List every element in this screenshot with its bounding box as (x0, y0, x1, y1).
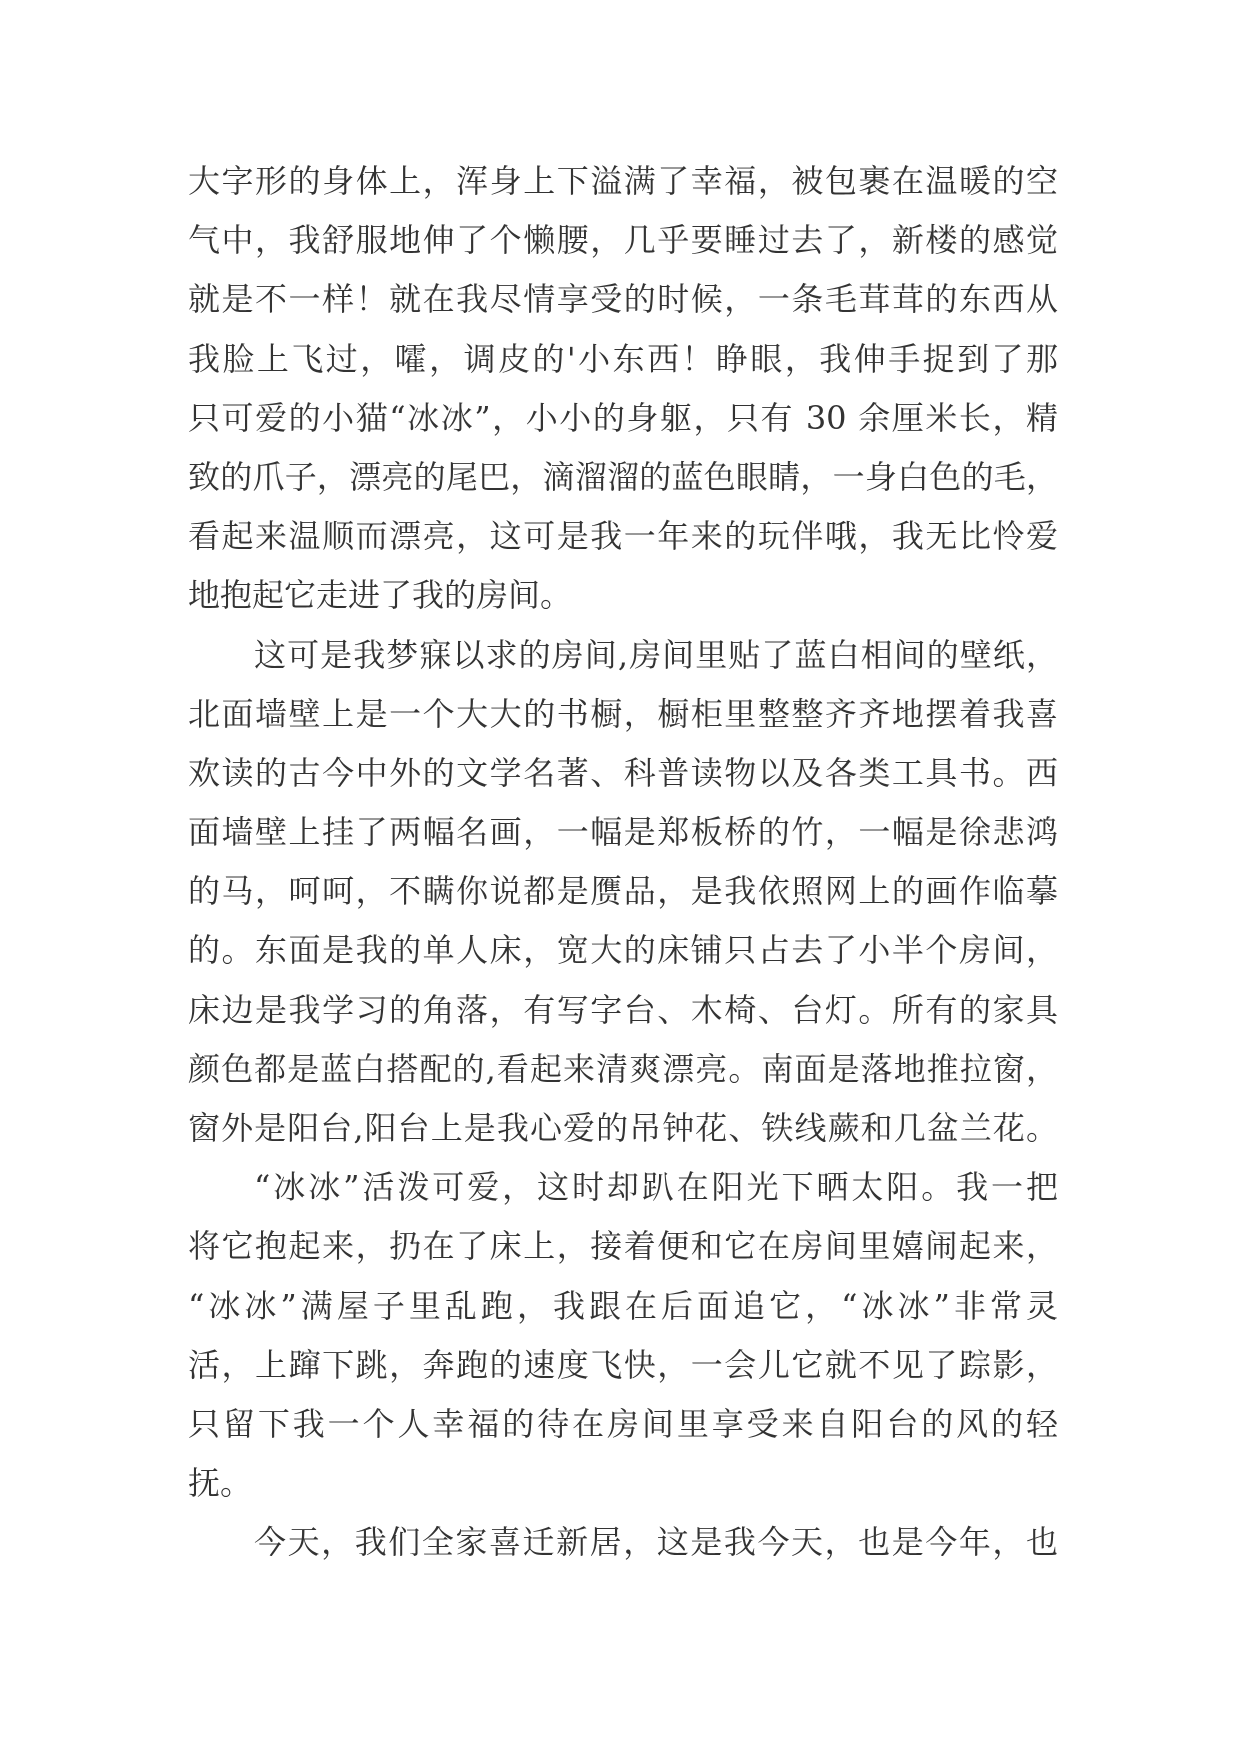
text-line: 的马，呵呵，不瞒你说都是赝品，是我依照网上的画作临摹 (188, 872, 1058, 911)
text-line: 活，上蹿下跳，奔跑的速度飞快，一会儿它就不见了踪影， (188, 1345, 1058, 1384)
text-line: 地抱起它走进了我的房间。 (188, 576, 573, 615)
paragraph-3 (188, 1158, 1058, 1513)
text-line: 今天，我们全家喜迁新居，这是我今天，也是今年，也 (254, 1523, 1058, 1562)
text-line: 我脸上飞过，嚯，调皮的'小东西！睁眼，我伸手捉到了那 (188, 339, 1058, 378)
paragraph-2 (188, 626, 1058, 1159)
text-line: 看起来温顺而漂亮，这可是我一年来的玩伴哦，我无比怜爱 (188, 517, 1058, 556)
text-line: 就是不一样！就在我尽情享受的时候，一条毛茸茸的东西从 (188, 280, 1058, 319)
text-line: 床边是我学习的角落，有写字台、木椅、台灯。所有的家具 (188, 990, 1058, 1029)
text-line: 只可爱的小猫“冰冰”，小小的身躯，只有 30 余厘米长，精 (188, 398, 1058, 437)
text-line: 大字形的身体上，浑身上下溢满了幸福，被包裹在温暖的空 (188, 162, 1058, 200)
document-body (188, 152, 1058, 1573)
text-line: 将它抱起来，扔在了床上，接着便和它在房间里嬉闹起来， (188, 1227, 1058, 1266)
paragraph-4 (188, 1513, 1058, 1572)
text-line: 气中，我舒服地伸了个懒腰，几乎要睡过去了，新楼的感觉 (188, 221, 1058, 260)
text-line: 这可是我梦寐以求的房间,房间里贴了蓝白相间的壁纸， (254, 635, 1058, 674)
text-line: 面墙壁上挂了两幅名画，一幅是郑板桥的竹，一幅是徐悲鸿 (188, 813, 1058, 852)
text-line: “冰冰”活泼可爱，这时却趴在阳光下晒太阳。我一把 (254, 1168, 1058, 1207)
paragraph-1 (188, 152, 1058, 626)
text-line: 北面墙壁上是一个大大的书橱，橱柜里整整齐齐地摆着我喜 (188, 694, 1058, 733)
text-line: 致的爪子，漂亮的尾巴，滴溜溜的蓝色眼睛，一身白色的毛， (188, 457, 1058, 496)
text-line: 欢读的古今中外的文学名著、科普读物以及各类工具书。西 (188, 753, 1058, 792)
text-line: 只留下我一个人幸福的待在房间里享受来自阳台的风的轻 (188, 1404, 1058, 1443)
text-line: 的。东面是我的单人床，宽大的床铺只占去了小半个房间， (188, 931, 1058, 970)
text-line: 颜色都是蓝白搭配的,看起来清爽漂亮。南面是落地推拉窗， (188, 1049, 1058, 1088)
text-line: “冰冰”满屋子里乱跑，我跟在后面追它，“冰冰”非常灵 (188, 1286, 1058, 1325)
text-line: 抚。 (188, 1464, 253, 1503)
text-line: 窗外是阳台,阳台上是我心爱的吊钟花、铁线蕨和几盆兰花。 (188, 1109, 1058, 1147)
